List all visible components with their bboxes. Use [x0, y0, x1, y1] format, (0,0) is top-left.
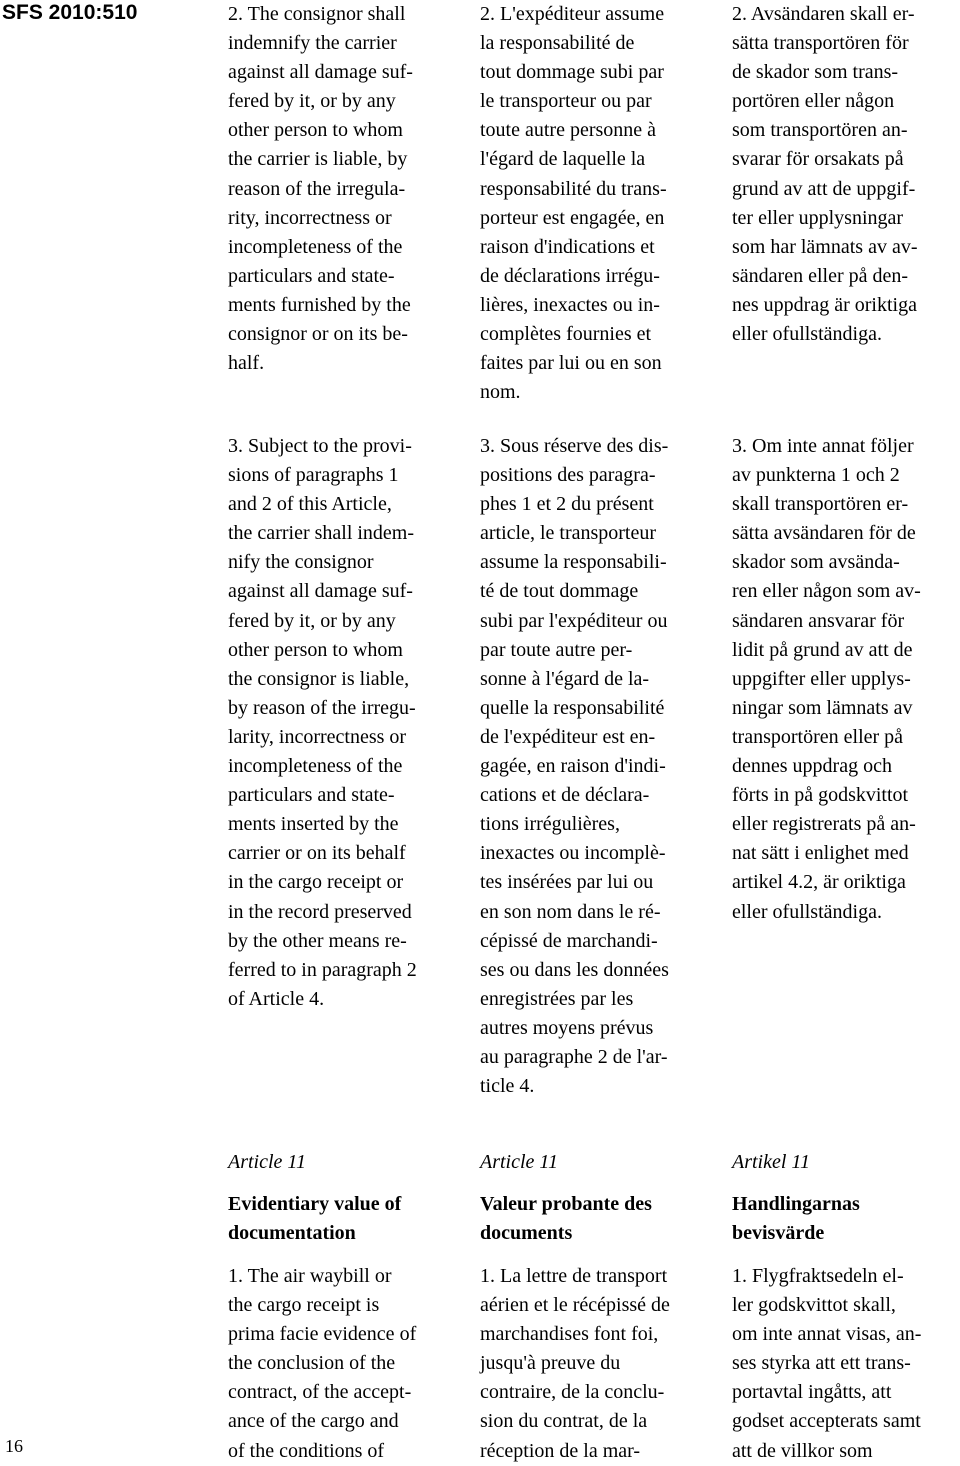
- article-label-english: Article 11: [228, 1151, 306, 1173]
- article-title-english: Evidentiary value of documentation: [228, 1193, 402, 1244]
- page-number: 16: [5, 1436, 23, 1456]
- para3-swedish: 3. Om inte annat följer av punkterna 1 och 2 skall transportören er- sätta avsändaren för de skador som avsända- ren eller någon som av- sändaren ansvarar för lidit på grund av att de uppgifter eller upplys- ningar som lämnats av transportören eller på dennes uppdrag och förts in på godskvittot eller registrerats på an- nat sätt i enlighet med artikel 4.2, är oriktiga eller ofullständiga.: [732, 435, 921, 923]
- art11-para1-french: 1. La lettre de transport aérien et le récépissé de marchandises font foi, jusqu'à preuve du contraire, de la conclu- sion du contrat, de la réception de la mar-: [480, 1265, 670, 1462]
- document-reference: SFS 2010:510: [2, 1, 138, 24]
- article-label-swedish: Artikel 11: [732, 1151, 810, 1173]
- para3-english: 3. Subject to the provi- sions of paragraphs 1 and 2 of this Article, the carrier shall indem- nify the consignor against all damage suf- fered by it, or by any other person to whom the consignor is liable, by reason of the irregu- larity, incorrectness or incompleteness of the particulars and state- ments inserted by the carrier or on its behalf in the cargo receipt or in the record preserved by the other means re- ferred to in paragraph 2 of Article 4.: [228, 435, 417, 1010]
- para2-swedish: 2. Avsändaren skall er- sätta transportören för de skador som trans- portören eller någon som transportören an- svarar för orsakats på grund av att de uppgif- ter eller upplysningar som har lämnats av av- sändaren eller på den- nes uppdrag är oriktiga eller ofullständiga.: [732, 3, 918, 346]
- art11-para1-swedish: 1. Flygfraktsedeln el- ler godskvittot skall, om inte annat visas, an- ses styrka att ett trans- portavtal ingåtts, att godset accepterats samt att de villkor som: [732, 1265, 922, 1462]
- art11-para1-english: 1. The air waybill or the cargo receipt is prima facie evidence of the conclusion of the contract, of the accept- ance of the cargo and of the conditions of: [228, 1265, 417, 1462]
- article-title-french: Valeur probante des documents: [480, 1193, 652, 1244]
- para2-english: 2. The consignor shall indemnify the carrier against all damage suf- fered by it, or by any other person to whom the carrier is liable, by reason of the irregula- rity, incorrectness or incompleteness of the particulars and state- ments furnished by the consignor or on its be- half.: [228, 3, 413, 375]
- para2-french: 2. L'expéditeur assume la responsabilité de tout dommage subi par le transporteur ou par toute autre personne à l'égard de laquelle la responsabilité du trans- porteur est engagée, en raison d'indications et de déclarations irrégu- lières, inexactes ou in- complètes fournies et faites par lui ou en son nom.: [480, 3, 667, 404]
- article-label-french: Article 11: [480, 1151, 558, 1173]
- para3-french: 3. Sous réserve des dis- positions des paragra- phes 1 et 2 du présent article, le transporteur assume la responsabili- té de tout dommage subi par l'expéditeur ou par toute autre per- sonne à l'égard de la- quelle la responsabilité de l'expéditeur est en- gagée, en raison d'indi- cations et de déclara- tions irrégulières, inexactes ou incomplè- tes insérées par lui ou en son nom dans le ré- cépissé de marchandi- ses ou dans les données enregistrées par les autres moyens prévus au paragraphe 2 de l'ar- ticle 4.: [480, 435, 669, 1098]
- article-title-swedish: Handlingarnas bevisvärde: [732, 1193, 860, 1244]
